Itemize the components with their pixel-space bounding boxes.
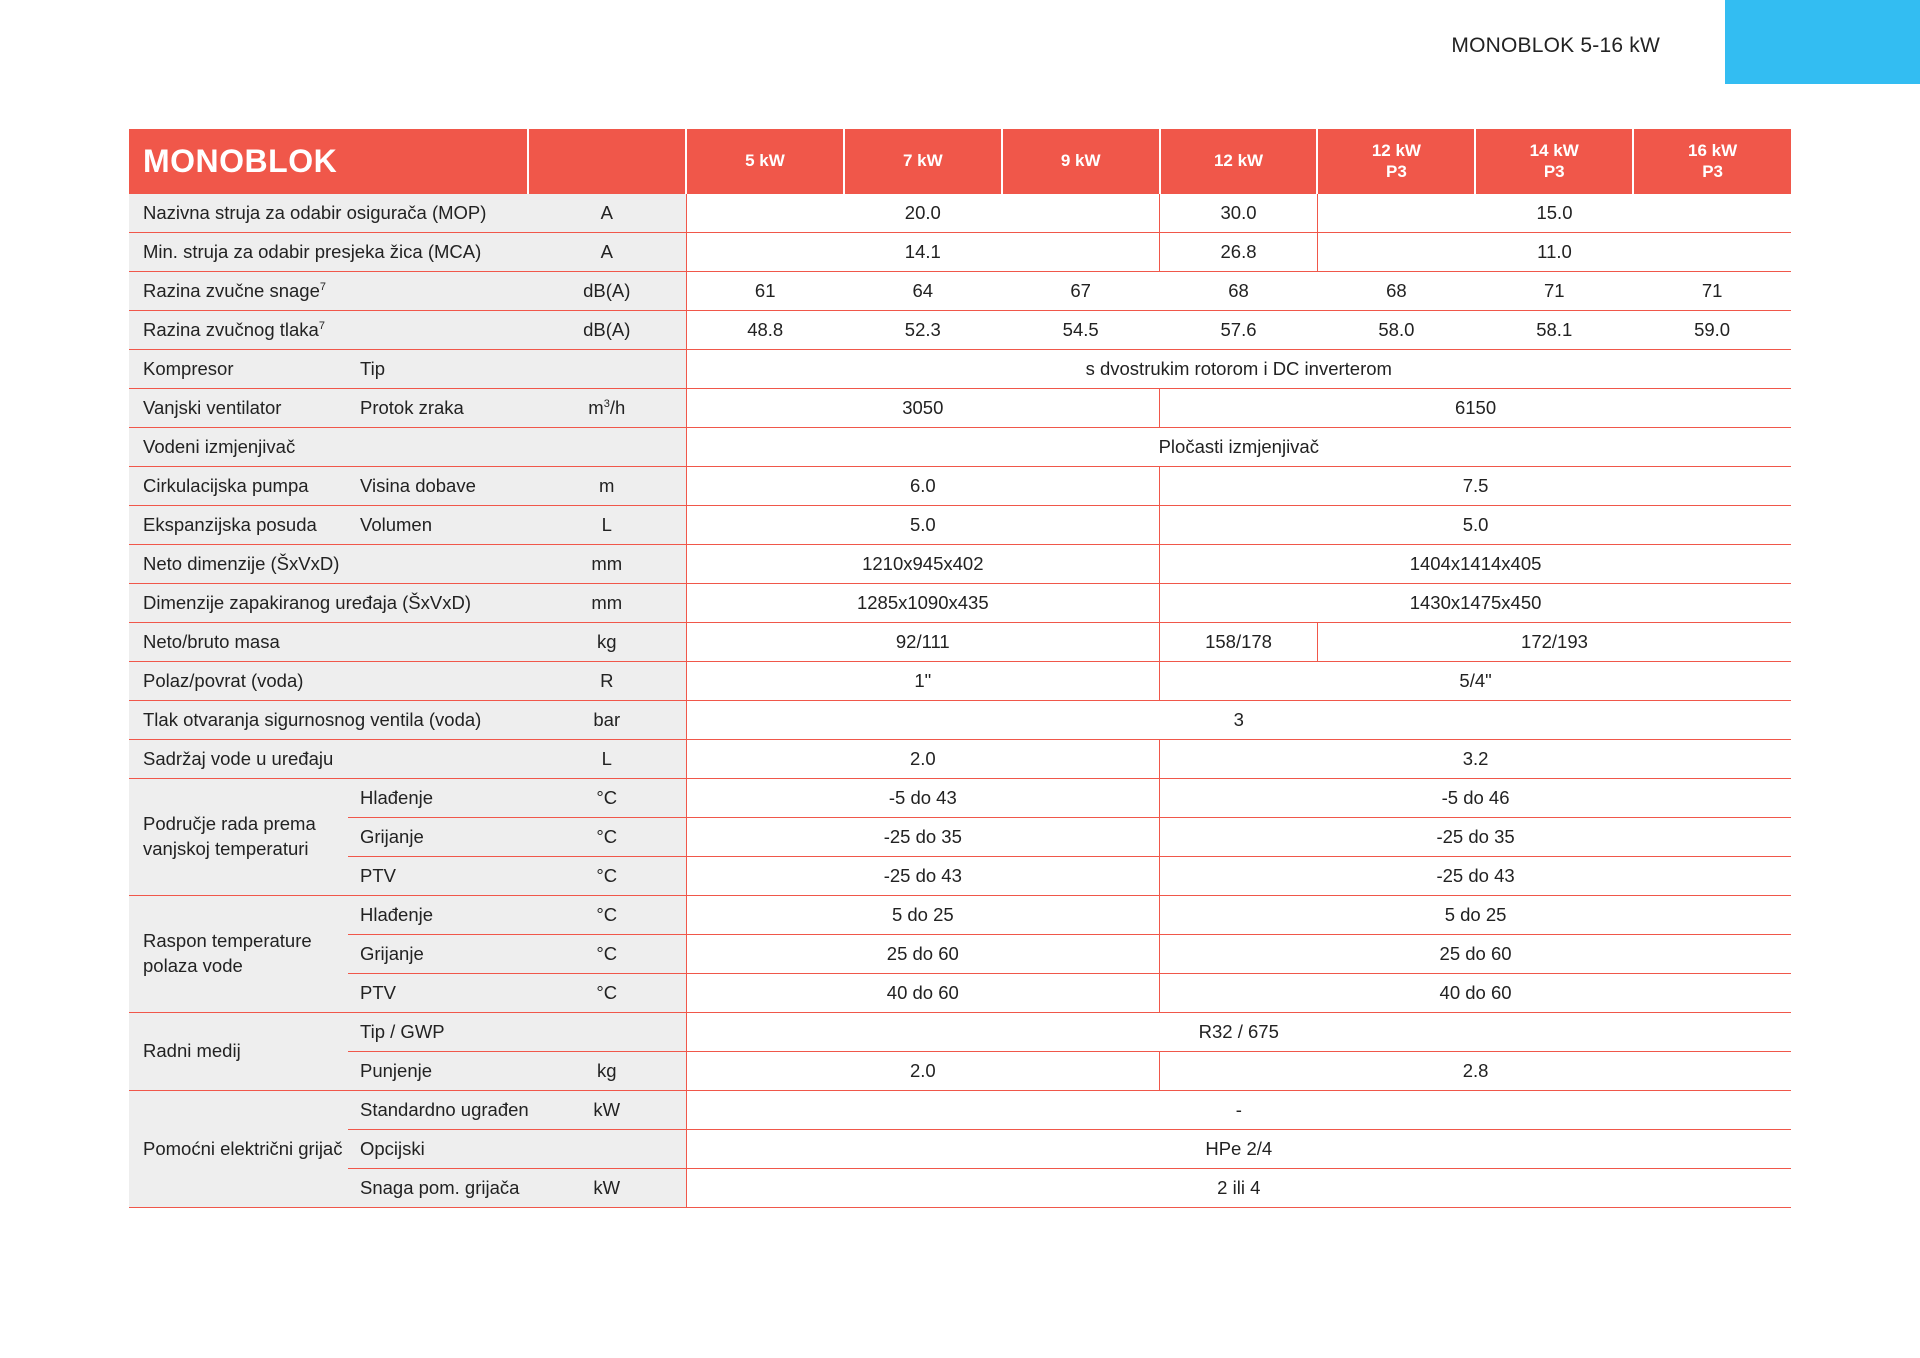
value-cell: 5.0 <box>1160 506 1791 545</box>
value-cell: 71 <box>1633 272 1791 311</box>
value-cell: 52.3 <box>844 311 1002 350</box>
value-cell: 20.0 <box>686 194 1160 233</box>
table-row <box>129 935 1791 974</box>
value-cell: 6150 <box>1160 389 1791 428</box>
row-sublabel: Snaga pom. grijača <box>348 1169 528 1208</box>
column-header: 14 kW P3 <box>1475 129 1633 194</box>
table-row <box>129 1013 1791 1052</box>
table-row <box>129 1091 1791 1130</box>
row-unit: A <box>528 233 686 272</box>
value-cell: 2 ili 4 <box>686 1169 1791 1208</box>
row-sublabel: Tip <box>348 350 528 389</box>
row-sublabel: Punjenje <box>348 1052 528 1091</box>
table-row <box>129 389 1791 428</box>
row-unit: mm <box>528 545 686 584</box>
table-row <box>129 740 1791 779</box>
value-cell: -25 do 35 <box>686 818 1160 857</box>
value-cell: 1285x1090x435 <box>686 584 1160 623</box>
row-sublabel: PTV <box>348 857 528 896</box>
row-sublabel: Tip / GWP <box>348 1013 528 1052</box>
value-cell: 61 <box>686 272 844 311</box>
row-unit: kg <box>528 1052 686 1091</box>
row-group-label: Područje rada prema vanjskoj temperaturi <box>129 779 348 896</box>
row-label: Neto dimenzije (ŠxVxD) <box>129 545 528 584</box>
value-cell: 58.1 <box>1475 311 1633 350</box>
row-label: Neto/bruto masa <box>129 623 528 662</box>
value-cell: 68 <box>1160 272 1318 311</box>
value-cell: -25 do 35 <box>1160 818 1791 857</box>
row-unit: kg <box>528 623 686 662</box>
value-cell: 67 <box>1002 272 1160 311</box>
row-unit: °C <box>528 779 686 818</box>
value-cell: 48.8 <box>686 311 844 350</box>
table-header-row <box>129 129 1791 194</box>
value-cell: 15.0 <box>1317 194 1791 233</box>
value-cell: 54.5 <box>1002 311 1160 350</box>
table-row <box>129 623 1791 662</box>
column-header: 12 kW P3 <box>1317 129 1475 194</box>
row-group-label: Raspon temperature polaza vode <box>129 896 348 1013</box>
value-cell: -5 do 43 <box>686 779 1160 818</box>
value-cell: 3 <box>686 701 1791 740</box>
value-cell: 30.0 <box>1160 194 1318 233</box>
row-unit: °C <box>528 935 686 974</box>
value-cell: 71 <box>1475 272 1633 311</box>
column-header: 12 kW <box>1160 129 1318 194</box>
row-label: Nazivna struja za odabir osigurača (MOP) <box>129 194 528 233</box>
row-sublabel: Opcijski <box>348 1130 528 1169</box>
table-row <box>129 701 1791 740</box>
value-cell: 5.0 <box>686 506 1160 545</box>
row-group-label: Radni medij <box>129 1013 348 1091</box>
value-cell: 25 do 60 <box>686 935 1160 974</box>
table-row <box>129 974 1791 1013</box>
table-row <box>129 1130 1791 1169</box>
row-sublabel: Visina dobave <box>348 467 528 506</box>
value-cell: 40 do 60 <box>686 974 1160 1013</box>
value-cell: 68 <box>1317 272 1475 311</box>
value-cell: 5/4" <box>1160 662 1791 701</box>
row-label: Polaz/povrat (voda) <box>129 662 528 701</box>
row-unit: dB(A) <box>528 272 686 311</box>
table-title: MONOBLOK <box>129 129 528 194</box>
table-row <box>129 584 1791 623</box>
row-sublabel: PTV <box>348 974 528 1013</box>
value-cell: 1" <box>686 662 1160 701</box>
value-cell: 2.0 <box>686 740 1160 779</box>
row-unit: m <box>528 467 686 506</box>
row-sublabel: Protok zraka <box>348 389 528 428</box>
row-unit: bar <box>528 701 686 740</box>
value-cell: -25 do 43 <box>1160 857 1791 896</box>
value-cell: 1404x1414x405 <box>1160 545 1791 584</box>
value-cell: 64 <box>844 272 1002 311</box>
page-title: MONOBLOK 5-16 kW <box>1451 34 1660 57</box>
row-label: Kompresor <box>129 350 348 389</box>
row-label: Ekspanzijska posuda <box>129 506 348 545</box>
value-cell: 172/193 <box>1317 623 1791 662</box>
row-label: Cirkulacijska pumpa <box>129 467 348 506</box>
row-unit: kW <box>528 1091 686 1130</box>
table-row <box>129 779 1791 818</box>
value-cell: 3.2 <box>1160 740 1791 779</box>
row-unit: L <box>528 740 686 779</box>
value-cell: R32 / 675 <box>686 1013 1791 1052</box>
value-cell: 5 do 25 <box>686 896 1160 935</box>
row-label: Tlak otvaranja sigurnosnog ventila (voda) <box>129 701 528 740</box>
value-cell: 158/178 <box>1160 623 1318 662</box>
value-cell: 14.1 <box>686 233 1160 272</box>
row-unit: kW <box>528 1169 686 1208</box>
value-cell: 3050 <box>686 389 1160 428</box>
table-row <box>129 194 1791 233</box>
value-cell: 57.6 <box>1160 311 1318 350</box>
row-unit: mm <box>528 584 686 623</box>
row-sublabel: Hlađenje <box>348 779 528 818</box>
value-cell: -25 do 43 <box>686 857 1160 896</box>
row-unit <box>528 428 686 467</box>
corner-accent-tab <box>1725 0 1920 84</box>
row-unit <box>528 350 686 389</box>
row-sublabel: Grijanje <box>348 818 528 857</box>
row-unit <box>528 1130 686 1169</box>
row-label: Sadržaj vode u uređaju <box>129 740 528 779</box>
row-label: Razina zvučne snage$^7$ <box>129 272 528 311</box>
table-row <box>129 896 1791 935</box>
row-label: Razina zvučnog tlaka$^7$ <box>129 311 528 350</box>
value-cell: 1210x945x402 <box>686 545 1160 584</box>
value-cell: 1430x1475x450 <box>1160 584 1791 623</box>
value-cell: Pločasti izmjenjivač <box>686 428 1791 467</box>
row-label: Vodeni izmjenjivač <box>129 428 528 467</box>
table-row <box>129 311 1791 350</box>
table-row <box>129 506 1791 545</box>
row-unit <box>528 1013 686 1052</box>
row-unit: dB(A) <box>528 311 686 350</box>
value-cell: 2.8 <box>1160 1052 1791 1091</box>
value-cell: 5 do 25 <box>1160 896 1791 935</box>
value-cell: -5 do 46 <box>1160 779 1791 818</box>
column-header: 9 kW <box>1002 129 1160 194</box>
value-cell: - <box>686 1091 1791 1130</box>
row-label: Vanjski ventilator <box>129 389 348 428</box>
row-sublabel: Standardno ugrađen <box>348 1091 528 1130</box>
value-cell: 59.0 <box>1633 311 1791 350</box>
table-row <box>129 272 1791 311</box>
row-sublabel: Volumen <box>348 506 528 545</box>
column-header: 7 kW <box>844 129 1002 194</box>
value-cell: 7.5 <box>1160 467 1791 506</box>
row-unit: °C <box>528 896 686 935</box>
row-unit: °C <box>528 857 686 896</box>
row-label: Dimenzije zapakiranog uređaja (ŠxVxD) <box>129 584 528 623</box>
value-cell: 6.0 <box>686 467 1160 506</box>
column-header: 5 kW <box>686 129 844 194</box>
table-row <box>129 428 1791 467</box>
row-sublabel: Grijanje <box>348 935 528 974</box>
table-row <box>129 350 1791 389</box>
value-cell: 26.8 <box>1160 233 1318 272</box>
row-sublabel: Hlađenje <box>348 896 528 935</box>
value-cell: 92/111 <box>686 623 1160 662</box>
table-row <box>129 233 1791 272</box>
table-row <box>129 818 1791 857</box>
value-cell: HPe 2/4 <box>686 1130 1791 1169</box>
row-unit: A <box>528 194 686 233</box>
row-unit: R <box>528 662 686 701</box>
value-cell: 58.0 <box>1317 311 1475 350</box>
value-cell: 2.0 <box>686 1052 1160 1091</box>
row-unit: °C <box>528 818 686 857</box>
row-label: Min. struja za odabir presjeka žica (MCA) <box>129 233 528 272</box>
header-unit-cell <box>528 129 686 194</box>
table-row <box>129 1052 1791 1091</box>
table-row <box>129 467 1791 506</box>
table-row <box>129 857 1791 896</box>
value-cell: 11.0 <box>1317 233 1791 272</box>
table-row <box>129 545 1791 584</box>
column-header: 16 kW P3 <box>1633 129 1791 194</box>
row-unit: $m^3/h$ <box>528 389 686 428</box>
value-cell: 25 do 60 <box>1160 935 1791 974</box>
spec-table <box>129 129 1791 1208</box>
row-unit: °C <box>528 974 686 1013</box>
value-cell: s dvostrukim rotorom i DC inverterom <box>686 350 1791 389</box>
value-cell: 40 do 60 <box>1160 974 1791 1013</box>
row-unit: L <box>528 506 686 545</box>
row-group-label: Pomoćni električni grijač <box>129 1091 348 1208</box>
table-row <box>129 662 1791 701</box>
table-row <box>129 1169 1791 1208</box>
